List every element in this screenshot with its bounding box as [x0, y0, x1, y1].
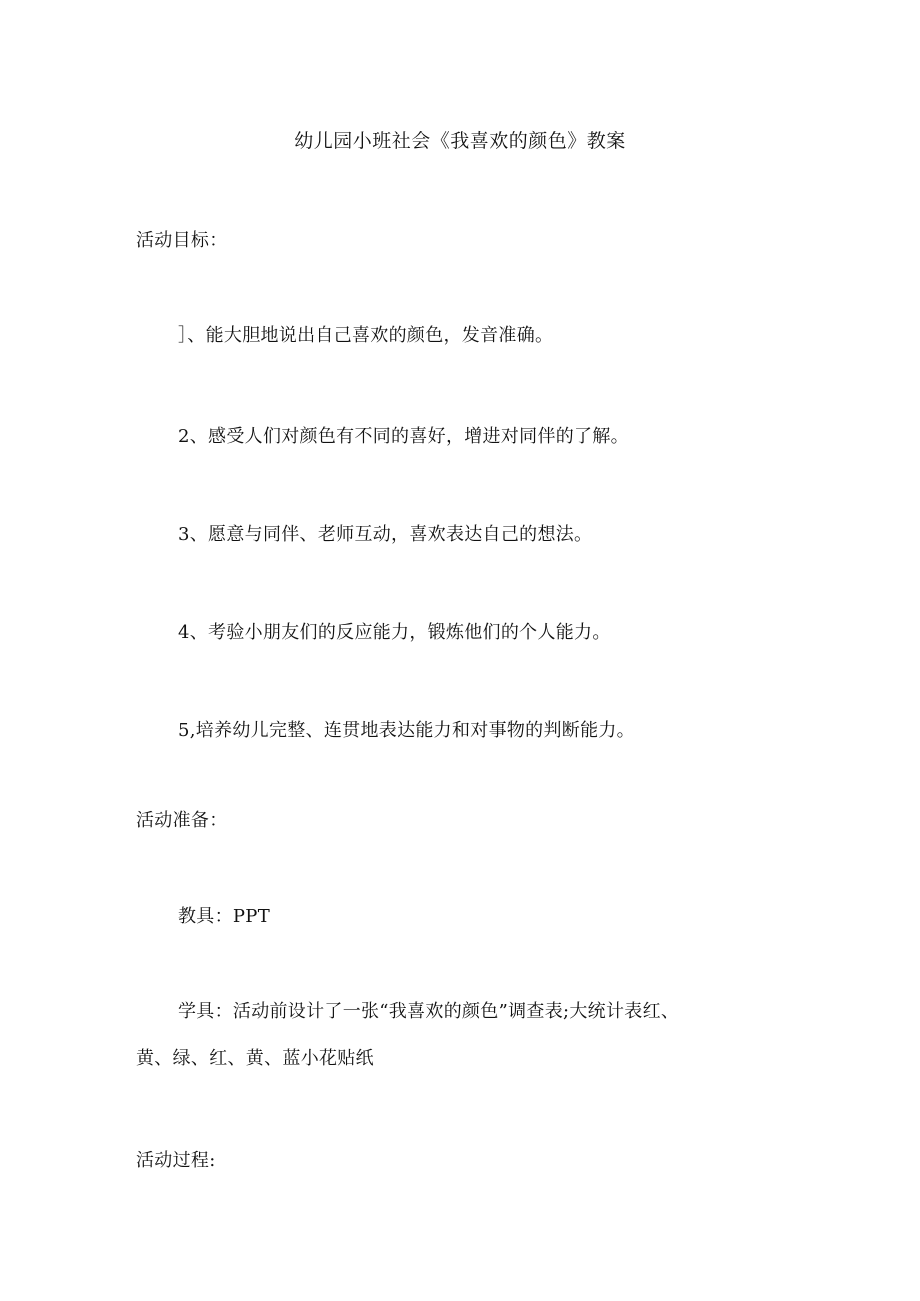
learning-aids-line-1: 学具：活动前设计了一张“我喜欢的颜色”调查表;大统计表红、 — [178, 1001, 680, 1022]
goal-item-3: 3、愿意与同伴、老师互动，喜欢表达自己的想法。 — [178, 524, 593, 545]
learning-aids-line-2: 黄、绿、红、黄、蓝小花贴纸 — [136, 1048, 374, 1069]
goal-item-2: 2、感受人们对颜色有不同的喜好，增进对同伴的了解。 — [178, 426, 629, 447]
section-heading-preparation: 活动准备： — [136, 810, 228, 831]
goal-item-5: 5,培养幼儿完整、连贯地表达能力和对事物的判断能力。 — [178, 720, 635, 741]
section-heading-goals: 活动目标： — [136, 230, 228, 251]
teaching-aids: 教具：PPT — [178, 906, 271, 927]
goal-item-1: ］、能大胆地说出自己喜欢的颜色，发音准确。 — [178, 325, 554, 346]
document-title: 幼儿园小班社会《我喜欢的颜色》教案 — [294, 130, 626, 152]
section-heading-process: 活动过程: — [136, 1150, 216, 1171]
goal-item-4: 4、考验小朋友们的反应能力，锻炼他们的个人能力。 — [178, 622, 611, 643]
